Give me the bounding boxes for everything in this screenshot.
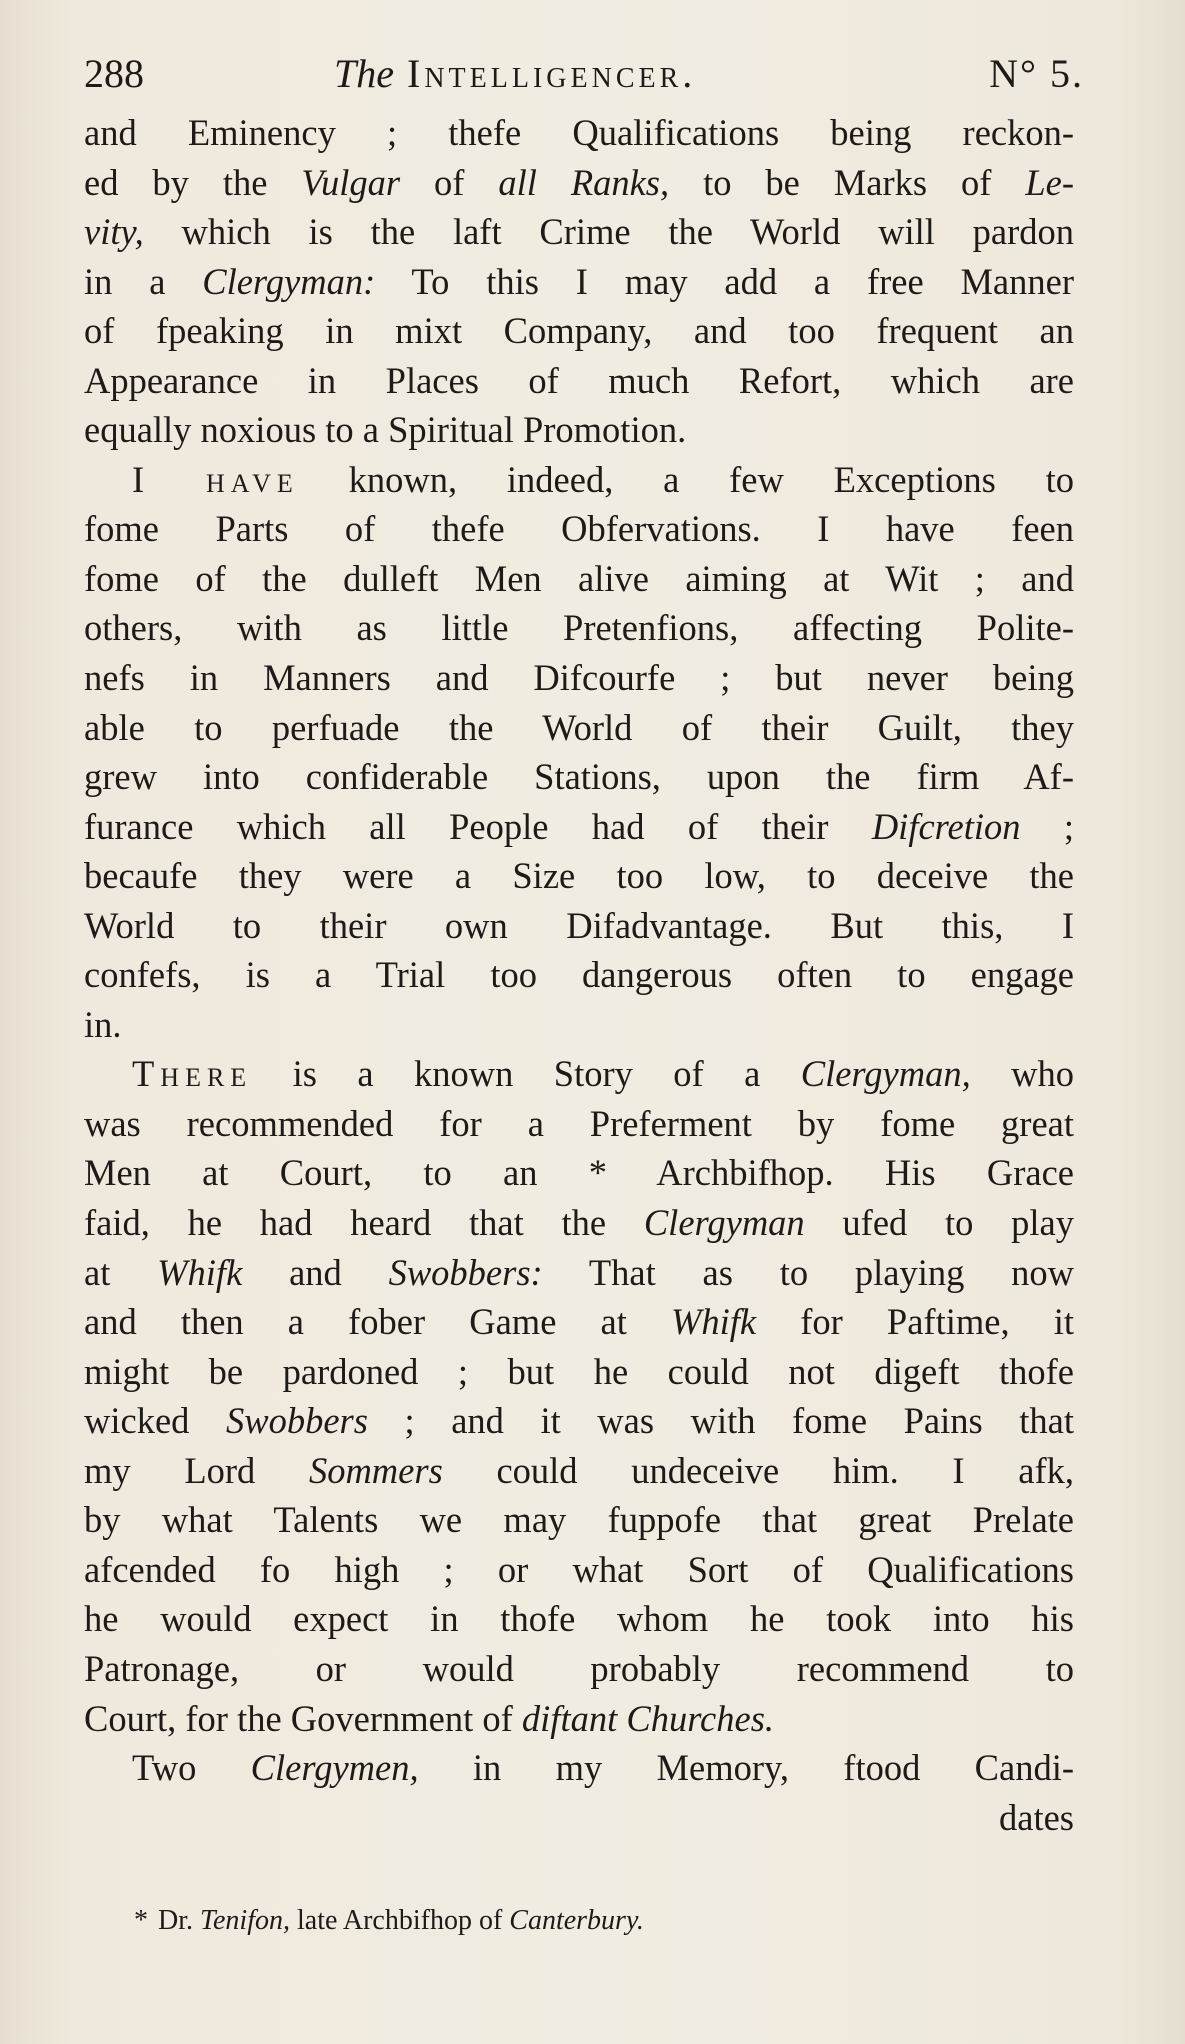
text-segment: in.: [84, 1003, 122, 1045]
text-segment: is a known Story of a: [252, 1053, 801, 1095]
text-segment: equally noxious to a Spiritual Promotion.: [84, 409, 687, 451]
text-line: [84, 1347, 1074, 1397]
italic-text: Whifk: [670, 1301, 757, 1343]
text-segment: by what Talents we may fuppofe that great Prelate: [84, 1499, 1074, 1541]
text-segment: ufed to play: [804, 1202, 1074, 1244]
italic-text: Clergyman: [643, 1202, 805, 1244]
text-segment: in a: [84, 260, 203, 302]
text-segment: for Paftime, it: [756, 1301, 1074, 1343]
text-line: [84, 1000, 1074, 1050]
running-title-main: Intelligencer.: [407, 51, 697, 96]
text-line: [84, 1793, 1074, 1843]
italic-text: Swobbers:: [388, 1251, 543, 1293]
text-segment: dates: [999, 1796, 1074, 1838]
running-title: [334, 50, 696, 97]
text-line: [84, 653, 1074, 703]
text-segment: at: [84, 1251, 158, 1293]
text-line: [84, 1148, 1074, 1198]
text-segment: and Eminency ; thefe Qualifications being reckon-: [84, 112, 1074, 153]
lead-word: I have: [132, 458, 299, 500]
text-line: [84, 158, 1074, 208]
text-line: [84, 1446, 1074, 1496]
text-segment: Patronage, or would probably recommend to: [84, 1647, 1074, 1689]
text-line: [84, 1594, 1074, 1644]
text-line: [84, 1644, 1074, 1694]
text-segment: Appearance in Places of much Refort, which are: [84, 359, 1074, 401]
running-header: [84, 50, 1084, 110]
text-line: [84, 1545, 1074, 1595]
text-segment: of fpeaking in mixt Company, and too frequent an: [84, 310, 1074, 352]
italic-text: Whifk: [157, 1251, 243, 1293]
text-segment: he would expect in thofe whom he took into his: [84, 1598, 1074, 1640]
text-line: [84, 752, 1074, 802]
italic-text: Difcretion: [871, 805, 1021, 847]
text-line: [84, 405, 1074, 455]
text-segment: afcended fo high ; or what Sort of Qualifications: [84, 1548, 1074, 1590]
footnote: [134, 1905, 1034, 1937]
text-segment: able to perfuade the World of their Guilt, they: [84, 706, 1074, 748]
text-line: [84, 1099, 1074, 1149]
text-line: [84, 504, 1074, 554]
text-line: [84, 1248, 1074, 1298]
text-segment: Court, for the Government of: [84, 1697, 522, 1739]
text-segment: becaufe they were a Size too low, to deceive the: [84, 855, 1074, 897]
text-segment: faid, he had heard that the: [84, 1202, 644, 1244]
text-segment: fome Parts of thefe Obfervations. I have feen: [84, 508, 1074, 550]
text-line: [84, 455, 1074, 505]
issue-number: N° 5.: [989, 51, 1084, 96]
text-line: [84, 1198, 1074, 1248]
italic-text: vity,: [84, 211, 144, 253]
italic-text: Clergymen,: [250, 1747, 419, 1789]
text-segment: World to their own Difadvantage. But this, I: [84, 904, 1074, 946]
text-line: [84, 257, 1074, 307]
text-line: [84, 108, 1074, 158]
italic-text: Le-: [1025, 161, 1075, 203]
lead-word: There: [132, 1053, 253, 1095]
text-line: [84, 554, 1074, 604]
text-segment: was recommended for a Preferment by fome great: [84, 1102, 1074, 1144]
text-segment: of: [400, 161, 499, 203]
text-segment: others, with as little Pretenfions, affecting Polite-: [84, 607, 1074, 649]
text-line: [84, 306, 1074, 356]
text-line: [84, 703, 1074, 753]
footnote-text-middle: late Archbifhop of: [290, 1905, 510, 1936]
text-segment: fome of the dulleft Men alive aiming at Wit ; and: [84, 557, 1074, 599]
text-line: [84, 851, 1074, 901]
text-segment: To this I may add a free Manner: [375, 260, 1074, 302]
text-line: [84, 603, 1074, 653]
text-segment: known, indeed, a few Exceptions to: [298, 458, 1075, 500]
text-segment: who: [970, 1053, 1074, 1095]
text-line: [84, 207, 1074, 257]
italic-text: Clergyman,: [800, 1053, 971, 1095]
text-segment: in my Memory, ftood Candi-: [418, 1747, 1075, 1789]
footnote-mark: *: [134, 1905, 148, 1936]
text-line: [84, 1396, 1074, 1446]
text-segment: Men at Court, to an * Archbifhop. His Grace: [84, 1152, 1074, 1194]
text-line: [84, 356, 1074, 406]
footnote-name: Tenifon,: [200, 1905, 290, 1936]
text-segment: and then a fober Game at: [84, 1301, 671, 1343]
text-segment: That as to playing now: [542, 1251, 1075, 1293]
footnote-place: Canterbury.: [509, 1905, 644, 1936]
text-segment: to be Marks of: [669, 161, 1026, 203]
text-line: [84, 1297, 1074, 1347]
italic-text: Swobbers: [225, 1400, 368, 1442]
text-segment: grew into confiderable Stations, upon the firm Af-: [84, 756, 1074, 798]
body-text: [84, 108, 1074, 1842]
text-line: [84, 802, 1074, 852]
page-number: 288: [84, 51, 144, 96]
italic-text: Vulgar: [301, 161, 401, 203]
text-segment: wicked: [84, 1400, 226, 1442]
text-segment: could undeceive him. I afk,: [442, 1449, 1074, 1491]
text-line: [84, 901, 1074, 951]
running-title-the: The: [334, 51, 394, 96]
text-segment: might be pardoned ; but he could not digeft thofe: [84, 1350, 1074, 1392]
text-line: [84, 1049, 1074, 1099]
text-segment: furance which all People had of their: [84, 805, 872, 847]
text-line: [84, 1495, 1074, 1545]
text-segment: my Lord: [84, 1449, 309, 1491]
italic-text: Sommers: [308, 1449, 443, 1491]
text-segment: ed by the: [84, 161, 302, 203]
footnote-text-before: Dr.: [158, 1905, 200, 1936]
italic-text: Clergyman:: [202, 260, 376, 302]
text-line: [84, 1694, 1074, 1744]
text-segment: nefs in Manners and Difcourfe ; but never being: [84, 657, 1074, 699]
text-line: [84, 950, 1074, 1000]
text-line: [84, 1743, 1074, 1793]
text-segment: which is the laft Crime the World will pardon: [143, 211, 1074, 253]
italic-text: all Ranks,: [498, 161, 670, 203]
text-segment: ;: [1020, 805, 1074, 847]
italic-text: diftant Churches.: [521, 1697, 775, 1739]
text-segment: ; and it was with fome Pains that: [367, 1400, 1074, 1442]
text-segment: Two: [132, 1747, 251, 1789]
text-segment: confefs, is a Trial too dangerous often to engage: [84, 954, 1074, 996]
text-segment: and: [242, 1251, 389, 1293]
